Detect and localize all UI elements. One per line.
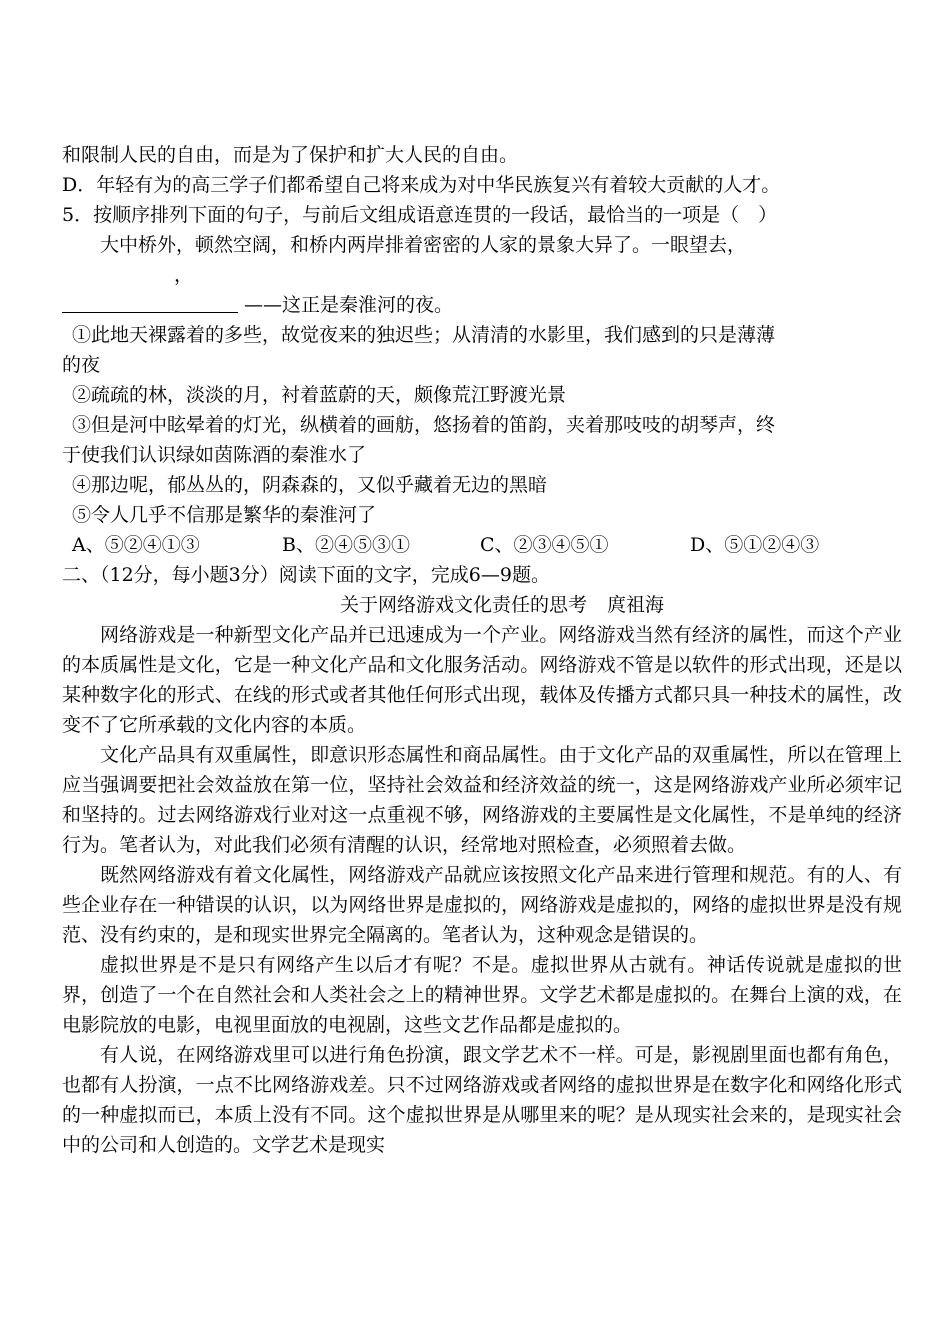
question-5-stem: 5．按顺序排列下面的句子，与前后文组成语意连贯的一段话，最恰当的一项是（ ）	[62, 204, 778, 226]
option-d-previous: D．年轻有为的高三学子们都希望自己将来成为对中华民族复兴有着较大贡献的人才。	[62, 174, 781, 196]
article-paragraph-4: 虚拟世界是不是只有网络产生以后才有呢？不是。虚拟世界从古就有。神话传说就是虚拟的世界，创造了一个在自然社会和人类社会之上的精神世界。文学艺术都是虚拟的。在舞台上演的戏，在电影院放的电影，电视里面放的电视剧，这些文艺作品都是虚拟的。	[62, 954, 902, 1036]
article-title-line	[62, 590, 902, 620]
article-paragraph-1: 网络游戏是一种新型文化产品并已迅速成为一个产业。网络游戏当然有经济的属性，而这个产业的本质属性是文化，它是一种文化产品和文化服务活动。网络游戏不管是以软件的形式出现，还是以某种数字化的形式、在线的形式或者其他任何形式出现，载体及传播方式都只具一种技术的属性，改变不了它所承载的文化内容的本质。	[62, 624, 902, 736]
article-author: 庹祖海	[607, 594, 665, 616]
question-5-context: 大中桥外，顿然空阔，和桥内两岸排着密密的人家的景象大异了。一眼望去，	[100, 234, 747, 256]
exam-page	[62, 140, 902, 1160]
article-paragraph-2: 文化产品具有双重属性，即意识形态属性和商品属性。由于文化产品的双重属性，所以在管理上应当强调要把社会效益放在第一位，坚持社会效益和经济效益的统一，这是网络游戏产业所必须牢记和坚持的。过去网络游戏行业对这一点重视不够，网络游戏的主要属性是文化属性，不是单纯的经济行为。笔者认为，对此我们必须有清醒的认识，经常地对照检查，必须照着去做。	[62, 744, 902, 856]
option-d[interactable]: D、⑤①②④③	[690, 534, 820, 556]
sentence-4: ④那边呢，郁丛丛的，阴森森的，又似乎藏着无边的黑暗	[72, 474, 548, 496]
answer-blank[interactable]	[62, 292, 238, 313]
section-heading: 二、（12分，每小题3分）阅读下面的文字，完成6—9题。	[62, 564, 550, 586]
question-5-context-end: ——这正是秦淮河的夜。	[244, 294, 454, 316]
option-b[interactable]: B、②④⑤③①	[282, 534, 410, 556]
sentence-1: ①此地天裸露着的多些，故觉夜来的独迟些；从清清的水影里，我们感到的只是薄薄	[72, 324, 776, 346]
article-title: 关于网络游戏文化责任的思考	[339, 594, 587, 616]
sentence-3-cont: 于使我们认识绿如茵陈酒的秦淮水了	[62, 444, 367, 466]
sentence-1-cont: 的夜	[62, 354, 101, 376]
article-paragraph-3: 既然网络游戏有着文化属性，网络游戏产品就应该按照文化产品来进行管理和规范。有的人、有些企业存在一种错误的认识，以为网络世界是虚拟的，网络游戏是虚拟的，网络的虚拟世界是没有规范、没有约束的，是和现实世界完全隔离的。笔者认为，这种观念是错误的。	[62, 864, 902, 946]
question-5-blank-line	[62, 290, 902, 320]
text-line: 和限制人民的自由，而是为了保护和扩大人民的自由。	[62, 144, 519, 166]
question-5-comma: ，	[174, 264, 194, 286]
sentence-3: ③但是河中眩晕着的灯光，纵横着的画舫，悠扬着的笛韵，夹着那吱吱的胡琴声，终	[72, 414, 776, 436]
sentence-2: ②疏疏的林，淡淡的月，衬着蓝蔚的天，颇像荒江野渡光景	[72, 384, 567, 406]
article-paragraph-5: 有人说，在网络游戏里可以进行角色扮演，跟文学艺术不一样。可是，影视剧里面也都有角色，也都有人扮演，一点不比网络游戏差。只不过网络游戏或者网络的虚拟世界是在数字化和网络化形式的一种虚拟而已，本质上没有不同。这个虚拟世界是从哪里来的呢？是从现实社会来的，是现实社会中的公司和人创造的。文学艺术是现实	[62, 1044, 902, 1156]
answer-options	[62, 530, 902, 560]
option-a[interactable]: A、⑤②④①③	[72, 534, 200, 556]
sentence-5: ⑤令人几乎不信那是繁华的秦淮河了	[72, 504, 377, 526]
option-c[interactable]: C、②③④⑤①	[480, 534, 609, 556]
